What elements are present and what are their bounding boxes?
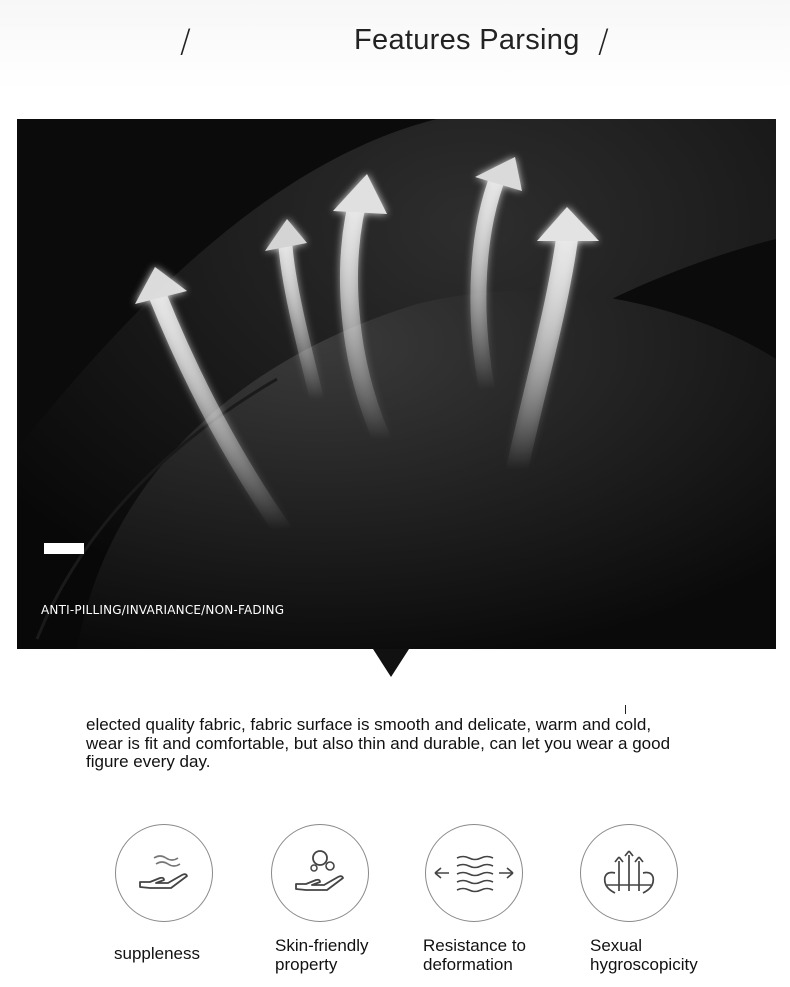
feature-skin-friendly xyxy=(271,824,421,974)
feature-circle xyxy=(271,824,369,922)
feature-circle xyxy=(580,824,678,922)
title-slash-left: / xyxy=(180,22,191,60)
pointer-triangle xyxy=(373,649,409,677)
feature-label: suppleness xyxy=(114,944,201,963)
feature-label: Skin-friendly property xyxy=(275,936,369,974)
fabric-illustration xyxy=(17,119,776,649)
stretch-waves-icon xyxy=(431,848,517,898)
feature-hygroscopicity xyxy=(580,824,730,974)
moisture-arrows-icon xyxy=(597,845,661,901)
feature-suppleness xyxy=(114,824,265,963)
fabric-photo xyxy=(17,119,776,649)
feature-label: Sexual hygroscopicity xyxy=(590,936,698,974)
page-title: Features Parsing xyxy=(354,24,580,56)
feature-circle xyxy=(425,824,523,922)
description-text: elected quality fabric, fabric surface is smooth and delicate, warm and cold, wear is fit and comfortable, but also thin and durable, can let you wear a good figure every day. xyxy=(86,715,671,771)
header xyxy=(0,0,790,90)
tick-mark xyxy=(625,705,626,714)
feature-label: Resistance to deformation xyxy=(423,936,526,974)
feature-circle xyxy=(115,824,213,922)
feature-resistance xyxy=(423,824,575,974)
photo-accent-bar xyxy=(44,543,84,554)
photo-caption: ANTI-PILLING/INVARIANCE/NON-FADING xyxy=(41,603,285,617)
title-slash-right: / xyxy=(598,22,609,60)
hand-wave-icon xyxy=(134,848,194,898)
hand-bubbles-icon xyxy=(290,848,350,898)
